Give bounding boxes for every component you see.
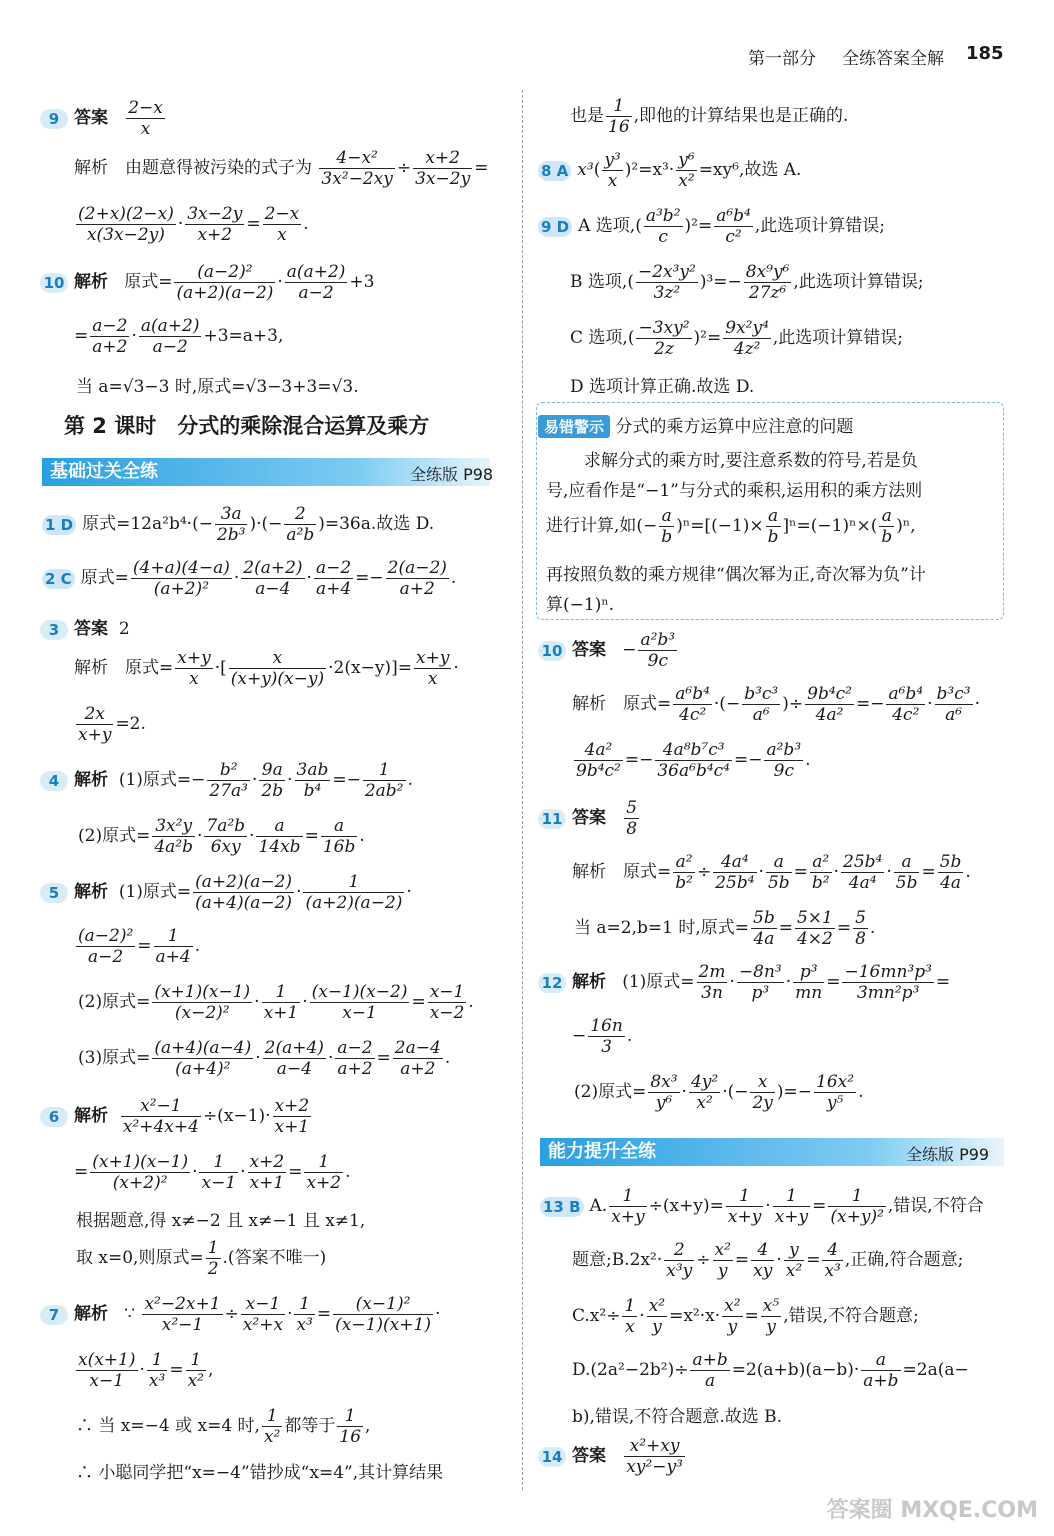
question-number: 9 D: [538, 217, 572, 237]
question-number: 12: [538, 973, 566, 993]
warning-line3: 进行计算,如(− $\frac{a}{b}$ )ⁿ=[(−1)× $\frac{a}{b}$ ]ⁿ=(−1)ⁿ×( $\frac{a}{b}$ )ⁿ,: [546, 506, 916, 547]
warning-line1: 求解分式的乘方时,要注意系数的符号,若是负: [584, 451, 918, 471]
warning-line5: 算(−1)ⁿ.: [546, 595, 615, 615]
question-number: 5: [40, 883, 68, 903]
left-q5-line2: $\frac{\text{(a−2)²}}{a-2}$ = $\frac{1}{a+4}$ .: [78, 926, 201, 967]
right-q12-line1: 12 解析 (1)原式= $\frac{2m}{3n}$ · $\frac{\text{−8n³}}{\text{p³}}$ · $\frac{\text{p³}}{mn}$ = $\frac{\text{−16mn³p³}}{\text{3mn²p³}}$ =: [538, 962, 950, 1003]
question-number: 2 C: [42, 569, 75, 589]
banner-ref: 全练版 P98: [410, 465, 494, 484]
right-q9-a: 9 D A 选项,( $\frac{\text{a³b²}}{c}$ )²= $\frac{\text{a⁶b⁴}}{\text{c²}}$ ,此选项计算错误;: [538, 206, 885, 247]
left-q6-line2: = $\frac{(x+1)(x-1)}{\text{(x+2)²}}$ · $\frac{1}{x-1}$ · $\frac{x+2}{x+1}$ = $\frac{1}{x+2}$ .: [74, 1152, 351, 1193]
warning-header: 易错警示 分式的乘方运算中应注意的问题: [538, 412, 853, 438]
left-q7-line3: ∴ 当 x=−4 或 x=4 时, $\frac{1}{\text{x²}}$ 都等于 $\frac{1}{16}$ ,: [76, 1406, 371, 1447]
left-q9-line2: $\frac{(2+x)(2-x)}{x(3x-2y)}$ · $\frac{3x-2y}{x+2}$ = $\frac{2-x}{x}$ .: [78, 204, 309, 245]
right-continuation: 也是 $\frac{1}{16}$ ,即他的计算结果也是正确的.: [570, 96, 849, 137]
left-q1: 1 D 原式=12a²b⁴·(− $\frac{3a}{\text{2b³}}$ )·(− $\frac{2}{\text{a²b}}$ )=36a.故选 D.: [42, 504, 434, 545]
right-q12-line2: − $\frac{16n}{3}$ .: [572, 1016, 633, 1057]
column-divider: [522, 90, 523, 1490]
left-q7-line1: 7 解析 ∵ $\frac{\text{x²−2x+1}}{\text{x²−1}}$ ÷ $\frac{x-1}{\text{x²+x}}$ · $\frac{1}{\text{x³}}$ = $\frac{\text{(x−1)²}}{(x-1)(x+1)}$ ·: [40, 1294, 440, 1335]
left-q4-line1: 4 解析 (1)原式=− $\frac{\text{b²}}{\text{27a³}}$ · $\frac{9a}{2b}$ · $\frac{3ab}{\text{b⁴}}$ =− $\frac{1}{\text{2ab²}}$ .: [40, 760, 413, 801]
question-number: 8 A: [538, 161, 571, 181]
left-q2: 2 C 原式= $\frac{(4+a)(4-a)}{\text{(a+2)²}}$ · $\frac{2(a+2)}{a-4}$ · $\frac{a-2}{a+4}$ =− $\frac{2(a-2)}{a+2}$ .: [42, 558, 456, 599]
question-number: 14: [538, 1447, 566, 1467]
left-q7-line4: ∴ 小聪同学把“x=−4”错抄成“x=4”,其计算结果: [76, 1463, 444, 1483]
left-q6-line3: 根据题意,得 x≠−2 且 x≠−1 且 x≠1,: [76, 1211, 366, 1231]
lesson-title: 第 2 课时 分式的乘除混合运算及乘方: [64, 414, 430, 438]
question-number: 6: [40, 1107, 68, 1127]
question-number: 4: [40, 771, 68, 791]
header-title: 全练答案全解: [842, 49, 944, 69]
section-banner-advanced: 能力提升全练: [540, 1138, 1004, 1166]
left-q3-answer: 3 答案 2: [40, 614, 130, 640]
section-banner-basic: 基础过关全练: [42, 458, 490, 486]
right-q13-line3: C.x²÷ $\frac{1}{x}$ · $\frac{\text{x²}}{y}$ =x²·x· $\frac{\text{x²}}{y}$ = $\frac{\text{x⁵}}{y}$ ,错误,不符合题意;: [572, 1296, 919, 1337]
left-q10-line3: 当 a=√3−3 时,原式=√3−3+3=√3.: [76, 377, 359, 397]
right-q13-line5: b),错误,不符合题意.故选 B.: [572, 1407, 783, 1427]
right-q9-d: D 选项计算正确.故选 D.: [570, 377, 755, 397]
left-q9-line1: 解析 由题意得被污染的式子为 $\frac{\text{4−x²}}{\text{3x²−2xy}}$ ÷ $\frac{x+2}{3x-2y}$ =: [74, 148, 489, 189]
banner-ref: 全练版 P99: [906, 1145, 990, 1164]
left-q4-line2: (2)原式= $\frac{\text{3x²y}}{\text{4a²b}}$ · $\frac{\text{7a²b}}{6xy}$ · $\frac{a}{14xb}$ = $\frac{a}{16b}$ .: [78, 816, 365, 857]
warning-label: 易错警示: [538, 415, 610, 438]
question-number: 11: [538, 809, 566, 829]
left-q10-line2: = $\frac{a-2}{a+2}$ · $\frac{a(a+2)}{a-2}$ +3=a+3,: [74, 316, 284, 357]
right-q10-line2: $\frac{\text{4a²}}{\text{9b⁴c²}}$ =− $\frac{\text{4a⁸b⁷c³}}{\text{36a⁶b⁴c⁴}}$ =− $\frac{\text{a²b³}}{9c}$ .: [576, 740, 811, 781]
left-q3-line1: 解析 原式= $\frac{x+y}{x}$ ·[ $\frac{x}{(x+y)(x-y)}$ ·2(x−y)]= $\frac{x+y}{x}$ ·: [74, 648, 459, 689]
right-q11-line1: 解析 原式= $\frac{\text{a²}}{\text{b²}}$ ÷ $\frac{\text{4a⁴}}{\text{25b⁴}}$ · $\frac{a}{5b}$ = $\frac{\text{a²}}{\text{b²}}$ · $\frac{\text{25b⁴}}{\text{4a⁴}}$ · $\frac{a}{5b}$ = $\frac{5b}{4a}$ .: [572, 852, 971, 893]
left-q5-line4: (3)原式= $\frac{(a+4)(a-4)}{\text{(a+4)²}}$ · $\frac{2(a+4)}{a-4}$ · $\frac{a-2}{a+2}$ = $\frac{2a-4}{a+2}$ .: [78, 1038, 451, 1079]
question-number: 9: [40, 109, 68, 129]
right-q9-b: B 选项,( $\frac{\text{−2x³y²}}{\text{3z²}}$ )³=− $\frac{\text{8x⁹y⁶}}{\text{27z⁶}}$ ,此选项计算错误;: [570, 262, 924, 303]
right-q13-line4: D.(2a²−2b²)÷ $\frac{a+b}{a}$ =2(a+b)(a−b)· $\frac{a}{a+b}$ =2a(a−: [572, 1350, 969, 1391]
right-q10-line1: 解析 原式= $\frac{\text{a⁶b⁴}}{\text{4c²}}$ ·(− $\frac{\text{b³c³}}{\text{a⁶}}$ )÷ $\frac{\text{9b⁴c²}}{\text{4a²}}$ =− $\frac{\text{a⁶b⁴}}{\text{4c²}}$ · $\frac{\text{b³c³}}{\text{a⁶}}$ ·: [572, 684, 980, 725]
right-q9-c: C 选项,( $\frac{\text{−3xy²}}{2z}$ )²= $\frac{\text{9x²y⁴}}{\text{4z²}}$ ,此选项计算错误;: [570, 318, 904, 359]
left-q6-line1: 6 解析 $\frac{\text{x²−1}}{\text{x²+4x+4}}$ ÷(x−1)· $\frac{x+2}{x+1}$: [40, 1096, 313, 1137]
right-q11-line2: 当 a=2,b=1 时,原式= $\frac{5b}{4a}$ = $\frac{5\times 1}{4\times 2}$ = $\frac{5}{8}$ .: [574, 908, 876, 949]
right-q11-answer: 11 答案 $\frac{5}{8}$: [538, 798, 641, 839]
page-number: 185: [966, 43, 1004, 64]
right-q8: 8 A x³( $\frac{\text{y³}}{x}$ )²=x³· $\frac{\text{y⁶}}{\text{x²}}$ =xy⁶,故选 A.: [538, 150, 801, 191]
header-section: 第一部分: [748, 49, 816, 69]
right-q10-answer: 10 答案 − $\frac{\text{a²b³}}{9c}$: [538, 630, 679, 671]
left-q6-line4: 取 x=0,则原式= $\frac{1}{2}$ .(答案不唯一): [76, 1238, 327, 1279]
question-number: 3: [40, 620, 68, 640]
right-q13-line2: 题意;B.2x²· $\frac{2}{\text{x³y}}$ ÷ $\frac{\text{x²}}{y}$ = $\frac{4}{xy}$ · $\frac{y}{\text{x²}}$ = $\frac{4}{\text{x³}}$ ,正确,符合题意;: [572, 1240, 964, 1281]
warning-line4: 再按照负数的乘方规律“偶次幂为正,奇次幂为负”计: [546, 565, 926, 585]
left-q5-line1: 5 解析 (1)原式= $\frac{(a+2)(a-2)}{(a+4)(a-2)}$ · $\frac{1}{(a+2)(a-2)}$ ·: [40, 872, 412, 913]
right-q14-answer: 14 答案 $\frac{\text{x²+xy}}{\text{xy²−y³}}$: [538, 1436, 687, 1477]
left-q9-answer: 9 答案 $\frac{2-x}{x}$: [40, 98, 167, 139]
left-q10-line1: 10 解析 原式= $\frac{\text{(a−2)²}}{(a+2)(a-2)}$ · $\frac{a(a+2)}{a-2}$ +3: [40, 262, 374, 303]
question-number: 1 D: [42, 515, 76, 535]
right-q12-line3: (2)原式= $\frac{\text{8x³}}{\text{y⁶}}$ · $\frac{\text{4y²}}{\text{x²}}$ ·(− $\frac{x}{2y}$ )=− $\frac{\text{16x²}}{\text{y⁵}}$ .: [574, 1072, 864, 1113]
question-number: 13 B: [540, 1197, 584, 1217]
left-q5-line3: (2)原式= $\frac{(x+1)(x-1)}{\text{(x−2)²}}$ · $\frac{1}{x+1}$ · $\frac{(x-1)(x-2)}{x-1}$ = $\frac{x-1}{x-2}$ .: [78, 982, 474, 1023]
question-number: 7: [40, 1305, 68, 1325]
left-q7-line2: $\frac{x(x+1)}{x-1}$ · $\frac{1}{\text{x³}}$ = $\frac{1}{\text{x²}}$ ,: [78, 1350, 214, 1391]
question-number: 10: [538, 641, 566, 661]
watermark-logo: 答案圈 MXQE.COM: [826, 1498, 1038, 1523]
left-q3-line2: $\frac{2x}{x+y}$ =2.: [78, 704, 146, 745]
question-number: 10: [40, 273, 68, 293]
right-q13-line1: 13 B A. $\frac{1}{x+y}$ ÷(x+y)= $\frac{1}{x+y}$ · $\frac{1}{x+y}$ = $\frac{1}{\text{(x+y)²}}$ ,错误,不符合: [540, 1186, 984, 1227]
warning-line2: 号,应看作是“−1”与分式的乘积,运用积的乘方法则: [546, 481, 923, 501]
